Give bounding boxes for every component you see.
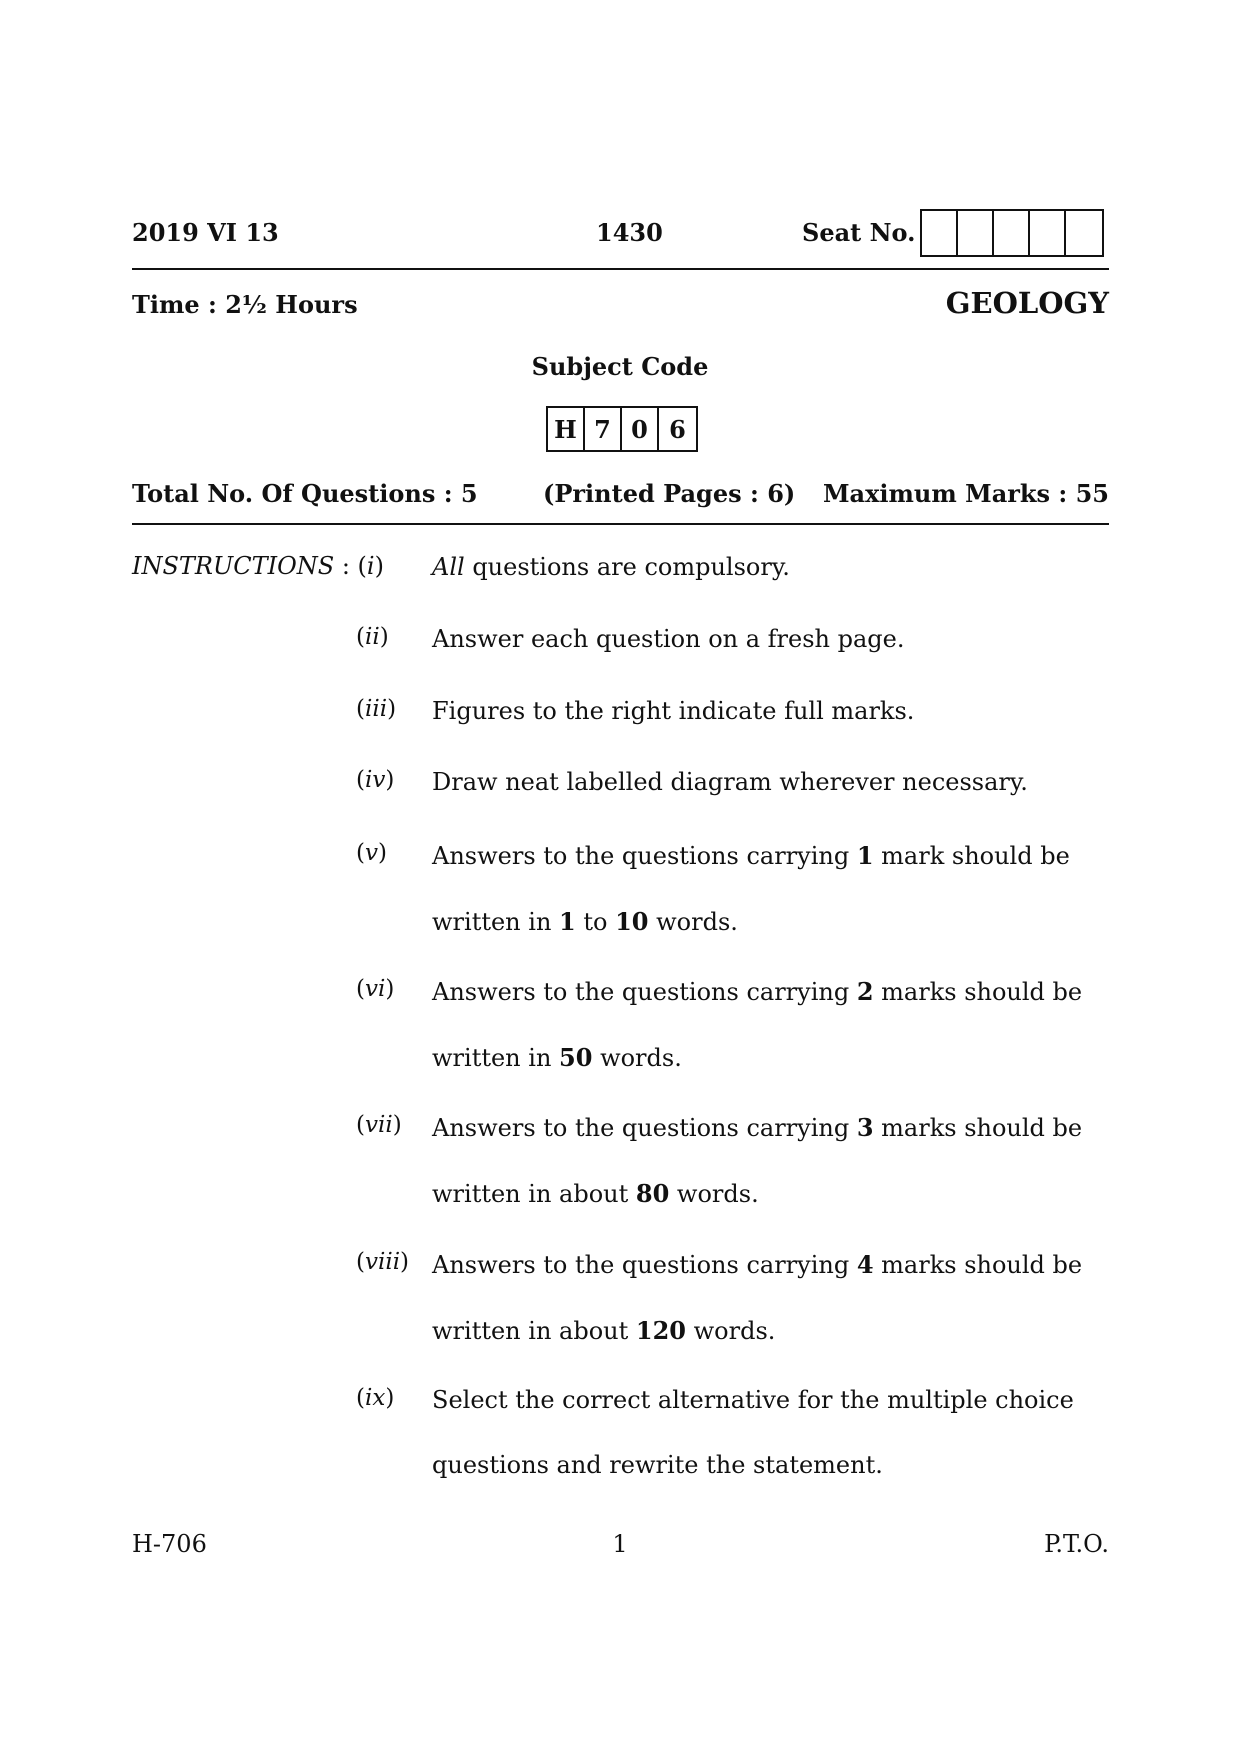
instruction-text: Answers to the questions carrying: [432, 978, 857, 1006]
instruction-text: words.: [669, 1180, 759, 1208]
maximum-marks: Maximum Marks : 55: [822, 479, 1109, 508]
seat-box[interactable]: [1066, 211, 1102, 255]
paren-close: ): [374, 552, 384, 580]
subject-code-boxes: [546, 406, 698, 452]
exam-duration: Time : 2½ Hours: [132, 290, 358, 319]
instruction-text: Answers to the questions carrying: [432, 1251, 857, 1279]
instruction-number-9: (ix): [356, 1385, 395, 1411]
instruction-number-4: (iv): [356, 767, 395, 793]
instruction-text: marks should be written in about: [432, 1251, 1083, 1345]
subject-code-char: 7: [585, 408, 622, 450]
instruction-text: questions are compulsory.: [464, 553, 790, 581]
instruction-number-value: iii: [364, 696, 388, 722]
instruction-item-3: Figures to the right indicate full marks.: [432, 697, 915, 725]
instruction-number-value: vi: [364, 976, 386, 1002]
instructions-separator: : (: [334, 552, 367, 580]
subject-code-char: H: [548, 408, 585, 450]
instruction-mark: 1: [856, 841, 874, 870]
instruction-number-value: viii: [364, 1249, 401, 1275]
instruction-number: i: [366, 552, 375, 580]
instruction-item-4: Draw neat labelled diagram wherever necessary.: [432, 768, 1028, 796]
instruction-text: words.: [648, 908, 738, 936]
instruction-text: Answers to the questions carrying: [432, 842, 857, 870]
seat-box[interactable]: [994, 211, 1030, 255]
seat-number-label: Seat No.: [802, 218, 916, 247]
please-turn-over: P.T.O.: [1044, 1530, 1109, 1558]
instruction-number-3: (iii): [356, 696, 397, 722]
paper-number: 1430: [596, 218, 663, 247]
instruction-words: 50: [559, 1043, 593, 1072]
instruction-item-6: [432, 959, 1112, 1091]
instruction-item-9: Select the correct alternative for the multiple choice questions and rewrite the statement.: [432, 1386, 1074, 1479]
instruction-words-min: 1: [559, 907, 576, 936]
total-questions: Total No. Of Questions : 5: [132, 479, 478, 508]
instruction-words: 80: [635, 1179, 670, 1208]
subject-code-char: 6: [669, 414, 686, 444]
instruction-number-value: ii: [364, 624, 380, 650]
instruction-item-2: Answer each question on a fresh page.: [432, 625, 905, 653]
instructions-heading: INSTRUCTIONS: [132, 552, 335, 580]
section-divider: [132, 523, 1109, 525]
seat-box[interactable]: [922, 211, 958, 255]
instruction-text: words.: [592, 1044, 682, 1072]
instruction-item-8: [432, 1232, 1112, 1364]
instruction-item-1: [432, 535, 1112, 600]
instruction-number-value: iv: [364, 767, 386, 793]
instruction-number-7: (vii): [356, 1112, 402, 1138]
footer-paper-code: H-706: [132, 1530, 207, 1558]
subject-code-label: Subject Code: [531, 352, 709, 381]
instruction-text: marks should be written in about: [432, 1114, 1083, 1208]
exam-code: 2019 VI 13: [132, 218, 279, 247]
instruction-text: words.: [686, 1317, 776, 1345]
instruction-text: to: [575, 908, 616, 936]
instruction-mark: 3: [856, 1113, 874, 1142]
instruction-text: marks should be written in: [432, 978, 1083, 1072]
instruction-number-value: ix: [364, 1385, 386, 1411]
seat-box[interactable]: [1030, 211, 1066, 255]
instruction-emphasis: All: [432, 553, 465, 581]
instruction-item-5: [432, 823, 1112, 955]
seat-box[interactable]: [958, 211, 994, 255]
instruction-mark: 4: [856, 1250, 874, 1279]
page-number: 1: [612, 1530, 628, 1558]
seat-number-boxes[interactable]: [920, 209, 1104, 257]
instruction-number-8: (viii): [356, 1249, 410, 1275]
instruction-mark: 2: [856, 977, 874, 1006]
instruction-number-value: v: [364, 840, 378, 866]
instruction-number-6: (vi): [356, 976, 395, 1002]
instruction-text: mark should be written in: [432, 842, 1070, 936]
instruction-number-2: (ii): [356, 624, 389, 650]
subject-title: GEOLOGY: [945, 286, 1109, 320]
instruction-item-7: [432, 1095, 1112, 1227]
instruction-number-value: vii: [364, 1112, 393, 1138]
subject-code-char: 0: [622, 408, 659, 450]
instructions-label: [132, 552, 384, 580]
printed-pages: (Printed Pages : 6): [543, 479, 796, 508]
instruction-text: Answers to the questions carrying: [432, 1114, 857, 1142]
instruction-words-max: 10: [615, 907, 649, 936]
instruction-words: 120: [635, 1316, 686, 1345]
instruction-number-5: (v): [356, 840, 387, 866]
header-divider: [132, 268, 1109, 270]
